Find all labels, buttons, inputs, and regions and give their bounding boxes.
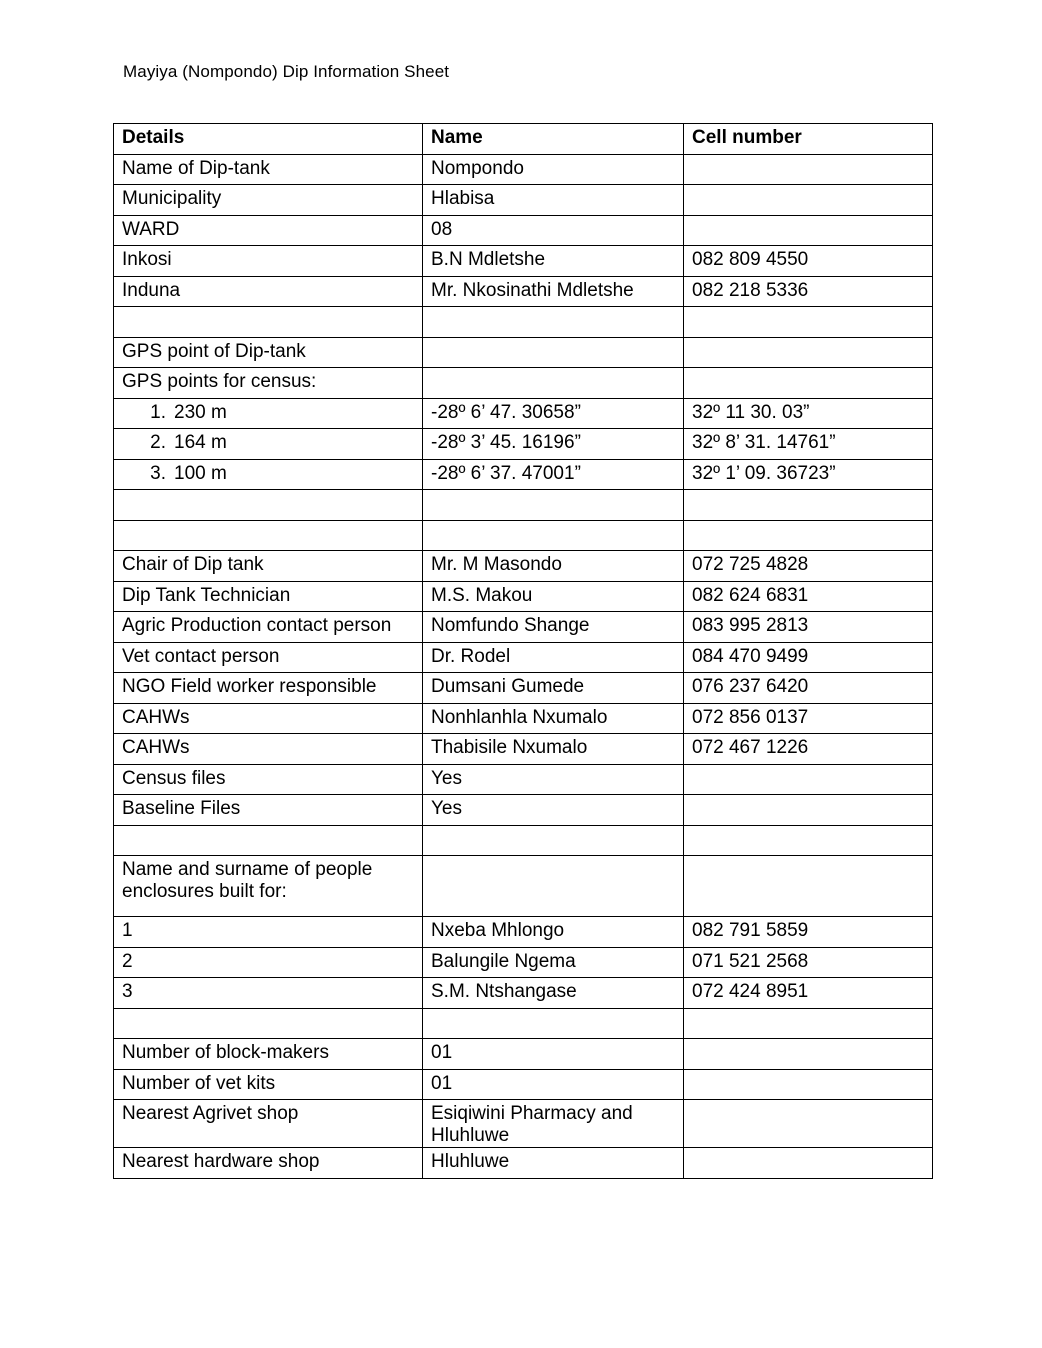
details-text: NGO Field worker responsible [122,676,377,697]
details-text: 230 m [174,401,227,423]
cell-number-cell [684,276,933,307]
cell-number-cell [684,764,933,795]
cell-number-cell [684,703,933,734]
details-cell [114,978,423,1009]
details-text: 2 [122,950,133,972]
table-row [114,1008,933,1039]
details-cell [114,947,423,978]
details-cell [114,154,423,185]
details-text: Census files [122,767,226,789]
table-row [114,459,933,490]
cell-number-text: 083 995 2813 [692,615,809,636]
cell-number-cell [684,825,933,856]
name-text: Hluhluwe [431,1151,510,1172]
cell-number-cell [684,520,933,551]
table-row [114,551,933,582]
details-cell [114,612,423,643]
table-row [114,947,933,978]
name-cell [423,978,684,1009]
cell-number-cell [684,1039,933,1070]
cell-number-text: 32º 8’ 31. 14761” [692,432,836,453]
details-cell [114,1039,423,1070]
dip-info-table [113,123,933,1179]
name-text: Dumsani Gumede [431,676,585,697]
list-number: 1. [150,401,166,423]
name-cell [423,337,684,368]
name-text: Dr. Rodel [431,645,511,667]
name-cell [423,581,684,612]
name-cell [423,856,684,917]
details-cell [114,825,423,856]
details-text: 1 [122,920,133,941]
cell-number-cell [684,795,933,826]
name-text: Hlabisa [431,188,495,209]
cell-number-text: 082 809 4550 [692,249,809,270]
name-text: Mr. M Masondo [431,554,562,575]
header-details: Details [114,124,423,155]
cell-number-cell [684,215,933,246]
cell-number-cell [684,1008,933,1039]
name-text: 08 [431,218,453,240]
name-cell [423,429,684,460]
details-text: WARD [122,218,180,240]
details-cell [114,185,423,216]
table-row [114,276,933,307]
details-text: CAHWs [122,737,190,758]
details-cell [114,581,423,612]
details-text: Inkosi [122,249,172,270]
name-text: Nonhlanhla Nxumalo [431,706,608,728]
details-text: Number of block-makers [122,1042,329,1063]
table-row [114,978,933,1009]
name-cell [423,459,684,490]
table-row [114,307,933,338]
name-cell [423,551,684,582]
name-cell [423,490,684,521]
details-text: Nearest Agrivet shop [122,1103,299,1124]
details-text: 100 m [174,462,227,484]
name-cell [423,154,684,185]
table-row [114,703,933,734]
cell-number-cell [684,734,933,765]
name-text: -28º 6’ 37. 47001” [431,462,581,484]
name-cell [423,215,684,246]
table-row [114,398,933,429]
name-text: Yes [431,798,462,819]
table-row [114,856,933,917]
name-text: M.S. Makou [431,584,533,606]
name-cell [423,825,684,856]
details-text: Dip Tank Technician [122,584,291,606]
name-text: Yes [431,767,462,789]
table-row [114,337,933,368]
table-row [114,764,933,795]
cell-number-text: 082 791 5859 [692,920,809,941]
list-number: 3. [150,462,166,484]
details-cell [114,276,423,307]
details-cell [114,459,423,490]
details-cell [114,429,423,460]
table-row [114,917,933,948]
cell-number-text: 32º 11 30. 03” [692,401,810,423]
name-cell [423,246,684,277]
cell-number-text: 32º 1’ 09. 36723” [692,462,836,484]
name-cell [423,307,684,338]
cell-number-text: 072 467 1226 [692,737,809,758]
details-text: Induna [122,279,181,301]
cell-number-text: 072 856 0137 [692,706,809,728]
details-cell [114,368,423,399]
cell-number-text: 076 237 6420 [692,676,809,697]
name-cell [423,734,684,765]
details-text: Chair of Dip tank [122,554,264,575]
cell-number-cell [684,947,933,978]
details-cell [114,734,423,765]
details-text: Agric Production contact person [122,615,392,636]
name-cell [423,1008,684,1039]
cell-number-text: 072 424 8951 [692,981,809,1002]
name-cell [423,642,684,673]
cell-number-cell [684,398,933,429]
table-row [114,185,933,216]
details-text: GPS point of Dip-tank [122,340,306,362]
name-cell [423,1148,684,1179]
document-title: Mayiya (Nompondo) Dip Information Sheet [123,62,450,81]
cell-number-cell [684,490,933,521]
details-cell [114,703,423,734]
table-row [114,581,933,612]
table-row [114,368,933,399]
name-text: -28º 6’ 47. 30658” [431,401,581,423]
details-cell [114,215,423,246]
details-text: 164 m [174,432,227,453]
cell-number-cell [684,429,933,460]
details-text: Vet contact person [122,645,280,667]
cell-number-cell [684,978,933,1009]
list-number: 2. [150,432,166,453]
cell-number-cell [684,368,933,399]
cell-number-cell [684,154,933,185]
name-text: 01 [431,1042,453,1063]
details-text: Municipality [122,188,222,209]
name-text: -28º 3’ 45. 16196” [431,432,581,453]
cell-number-cell [684,459,933,490]
cell-number-cell [684,337,933,368]
cell-number-cell [684,1148,933,1179]
cell-number-cell [684,581,933,612]
table-row [114,1100,933,1148]
table-row [114,612,933,643]
cell-number-text: 082 624 6831 [692,584,809,606]
header-cell-number: Cell number [684,124,933,155]
details-text: CAHWs [122,706,190,728]
details-text: Name of Dip-tank [122,157,270,179]
name-text: Nomfundo Shange [431,615,590,636]
cell-number-cell [684,917,933,948]
details-cell [114,795,423,826]
details-cell [114,398,423,429]
table-row [114,673,933,704]
details-text: GPS points for census: [122,371,317,392]
name-cell [423,764,684,795]
details-cell [114,337,423,368]
name-text: Mr. Nkosinathi Mdletshe [431,279,634,301]
name-cell [423,1039,684,1070]
table-row [114,1148,933,1179]
cell-number-cell [684,246,933,277]
name-cell [423,703,684,734]
name-cell [423,520,684,551]
name-text: S.M. Ntshangase [431,981,577,1002]
details-cell [114,307,423,338]
cell-number-text: 082 218 5336 [692,279,809,301]
table-row [114,825,933,856]
details-cell [114,490,423,521]
details-cell [114,520,423,551]
table-row [114,154,933,185]
name-cell [423,1069,684,1100]
name-cell [423,795,684,826]
details-cell [114,1008,423,1039]
name-text: Balungile Ngema [431,950,576,972]
cell-number-text: 072 725 4828 [692,554,809,575]
details-cell [114,764,423,795]
cell-number-cell [684,642,933,673]
cell-number-cell [684,551,933,582]
table-row [114,1039,933,1070]
details-text: Number of vet kits [122,1072,276,1094]
name-text: 01 [431,1072,453,1094]
table-row [114,734,933,765]
name-cell [423,947,684,978]
cell-number-cell [684,185,933,216]
cell-number-cell [684,307,933,338]
details-cell [114,856,423,917]
details-cell [114,551,423,582]
table-row [114,215,933,246]
details-cell [114,917,423,948]
details-text: Name and surname of people enclosures built for: [122,859,373,902]
cell-number-cell [684,1100,933,1148]
details-text: 3 [122,981,133,1002]
name-text: Thabisile Nxumalo [431,737,588,758]
name-cell [423,276,684,307]
name-cell [423,612,684,643]
cell-number-text: 071 521 2568 [692,950,809,972]
table-row [114,520,933,551]
name-cell [423,673,684,704]
name-text: Nompondo [431,157,524,179]
table-row [114,490,933,521]
cell-number-cell [684,1069,933,1100]
header-name: Name [423,124,684,155]
details-cell [114,246,423,277]
name-text: Nxeba Mhlongo [431,920,565,941]
details-cell [114,1069,423,1100]
details-text: Baseline Files [122,798,241,819]
cell-number-cell [684,612,933,643]
cell-number-cell [684,856,933,917]
cell-number-text: 084 470 9499 [692,645,809,667]
details-cell [114,642,423,673]
details-cell [114,1148,423,1179]
table-row [114,642,933,673]
table-row [114,429,933,460]
name-text: B.N Mdletshe [431,249,546,270]
details-cell [114,1100,423,1148]
name-cell [423,368,684,399]
table-row [114,795,933,826]
table-header-row [114,124,933,155]
cell-number-cell [684,673,933,704]
details-text: Nearest hardware shop [122,1151,320,1172]
name-cell [423,1100,684,1148]
name-text: Esiqiwini Pharmacy and Hluhluwe [431,1103,633,1146]
table-row [114,246,933,277]
name-cell [423,185,684,216]
table-row [114,1069,933,1100]
name-cell [423,917,684,948]
details-cell [114,673,423,704]
name-cell [423,398,684,429]
